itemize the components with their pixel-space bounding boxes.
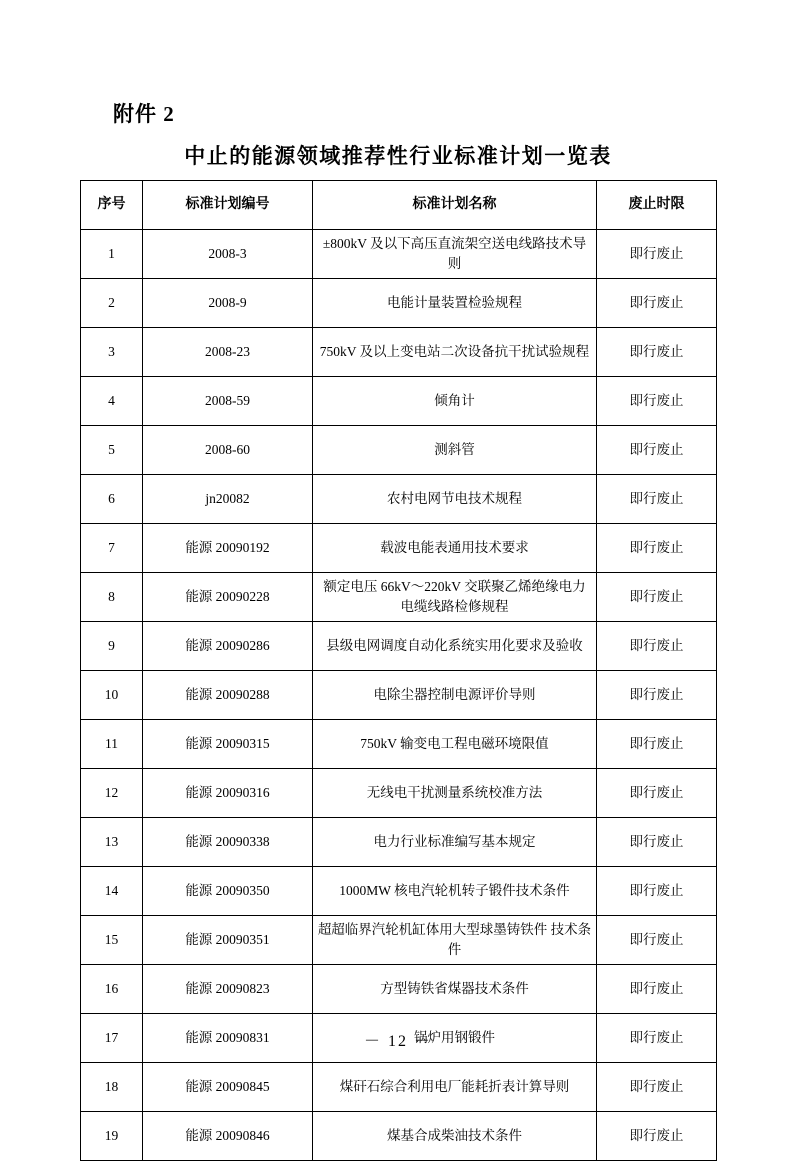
table-row: [81, 769, 717, 818]
table-row: [81, 1063, 717, 1112]
table-row: [81, 328, 717, 377]
cell-code: jn20082: [143, 475, 313, 524]
cell-name: 电力行业标准编写基本规定: [313, 818, 597, 867]
page-number: － 12 －: [363, 1033, 432, 1050]
cell-name: 倾角计: [313, 377, 597, 426]
cell-seq: 2: [81, 279, 143, 328]
table-header-row: [81, 181, 717, 230]
cell-code: 2008-3: [143, 230, 313, 279]
table-row: [81, 867, 717, 916]
cell-name: 750kV 及以上变电站二次设备抗干扰试验规程: [313, 328, 597, 377]
cell-code: 能源 20090286: [143, 622, 313, 671]
cell-code: 2008-59: [143, 377, 313, 426]
cell-limit: 即行废止: [597, 965, 717, 1014]
cell-limit: 即行废止: [597, 720, 717, 769]
table-row: [81, 524, 717, 573]
attachment-label: 附件 2: [113, 102, 175, 126]
cell-name: 测斜管: [313, 426, 597, 475]
table-row: [81, 475, 717, 524]
cell-seq: 18: [81, 1063, 143, 1112]
cell-seq: 3: [81, 328, 143, 377]
column-header-seq: 序号: [81, 181, 143, 230]
cell-code: 2008-9: [143, 279, 313, 328]
cell-seq: 17: [81, 1014, 143, 1063]
cell-limit: 即行废止: [597, 1014, 717, 1063]
cell-code: 能源 20090316: [143, 769, 313, 818]
cell-name: 煤矸石综合利用电厂能耗折表计算导则: [313, 1063, 597, 1112]
cell-limit: 即行废止: [597, 328, 717, 377]
cell-code: 能源 20090351: [143, 916, 313, 965]
table-row: [81, 279, 717, 328]
cell-seq: 19: [81, 1112, 143, 1161]
cell-code: 能源 20090845: [143, 1063, 313, 1112]
cell-code: 能源 20090192: [143, 524, 313, 573]
cell-limit: 即行废止: [597, 524, 717, 573]
cell-limit: 即行废止: [597, 671, 717, 720]
cell-name: 超超临界汽轮机缸体用大型球墨铸铁件 技术条件: [313, 916, 597, 965]
table-row: [81, 720, 717, 769]
column-header-code: 标准计划编号: [143, 181, 313, 230]
cell-limit: 即行废止: [597, 916, 717, 965]
cell-seq: 15: [81, 916, 143, 965]
cell-seq: 9: [81, 622, 143, 671]
cell-seq: 8: [81, 573, 143, 622]
cell-limit: 即行废止: [597, 377, 717, 426]
cell-seq: 6: [81, 475, 143, 524]
cell-name: 1000MW 核电汽轮机转子锻件技术条件: [313, 867, 597, 916]
cell-seq: 12: [81, 769, 143, 818]
cell-code: 能源 20090338: [143, 818, 313, 867]
cell-code: 能源 20090315: [143, 720, 313, 769]
cell-name: ±800kV 及以下高压直流架空送电线路技术导则: [313, 230, 597, 279]
standards-plan-table: [80, 180, 717, 1161]
cell-seq: 7: [81, 524, 143, 573]
cell-name: 农村电网节电技术规程: [313, 475, 597, 524]
cell-limit: 即行废止: [597, 279, 717, 328]
cell-limit: 即行废止: [597, 475, 717, 524]
cell-seq: 11: [81, 720, 143, 769]
cell-limit: 即行废止: [597, 230, 717, 279]
cell-seq: 16: [81, 965, 143, 1014]
cell-name: 县级电网调度自动化系统实用化要求及验收: [313, 622, 597, 671]
table-row: [81, 965, 717, 1014]
cell-seq: 5: [81, 426, 143, 475]
cell-seq: 1: [81, 230, 143, 279]
cell-limit: 即行废止: [597, 867, 717, 916]
cell-seq: 4: [81, 377, 143, 426]
cell-name: 750kV 输变电工程电磁环境限值: [313, 720, 597, 769]
cell-name: 额定电压 66kV～220kV 交联聚乙烯绝缘电力电缆线路检修规程: [313, 573, 597, 622]
cell-limit: 即行废止: [597, 818, 717, 867]
table-row: [81, 622, 717, 671]
cell-name: 无线电干扰测量系统校准方法: [313, 769, 597, 818]
table-row: [81, 377, 717, 426]
cell-name: 煤基合成柴油技术条件: [313, 1112, 597, 1161]
cell-limit: 即行废止: [597, 573, 717, 622]
cell-limit: 即行废止: [597, 622, 717, 671]
page-title: 中止的能源领域推荐性行业标准计划一览表: [184, 144, 612, 168]
cell-code: 能源 20090823: [143, 965, 313, 1014]
cell-limit: 即行废止: [597, 426, 717, 475]
cell-name: 方型铸铁省煤器技术条件: [313, 965, 597, 1014]
table-row: [81, 230, 717, 279]
table-row: [81, 426, 717, 475]
cell-seq: 10: [81, 671, 143, 720]
table-row: [81, 818, 717, 867]
table-row: [81, 916, 717, 965]
cell-name: 载波电能表通用技术要求: [313, 524, 597, 573]
cell-code: 能源 20090831: [143, 1014, 313, 1063]
cell-seq: 14: [81, 867, 143, 916]
cell-code: 能源 20090350: [143, 867, 313, 916]
cell-name: 电能计量装置检验规程: [313, 279, 597, 328]
column-header-limit: 废止时限: [597, 181, 717, 230]
cell-code: 能源 20090228: [143, 573, 313, 622]
cell-seq: 13: [81, 818, 143, 867]
cell-limit: 即行废止: [597, 1063, 717, 1112]
cell-name: 锅炉用钢锻件: [313, 1014, 597, 1063]
cell-name: 电除尘器控制电源评价导则: [313, 671, 597, 720]
table-row: [81, 573, 717, 622]
cell-limit: 即行废止: [597, 769, 717, 818]
cell-code: 2008-23: [143, 328, 313, 377]
table-row: [81, 1112, 717, 1161]
cell-code: 能源 20090288: [143, 671, 313, 720]
cell-code: 能源 20090846: [143, 1112, 313, 1161]
column-header-name: 标准计划名称: [313, 181, 597, 230]
cell-limit: 即行废止: [597, 1112, 717, 1161]
table-row: [81, 671, 717, 720]
cell-code: 2008-60: [143, 426, 313, 475]
